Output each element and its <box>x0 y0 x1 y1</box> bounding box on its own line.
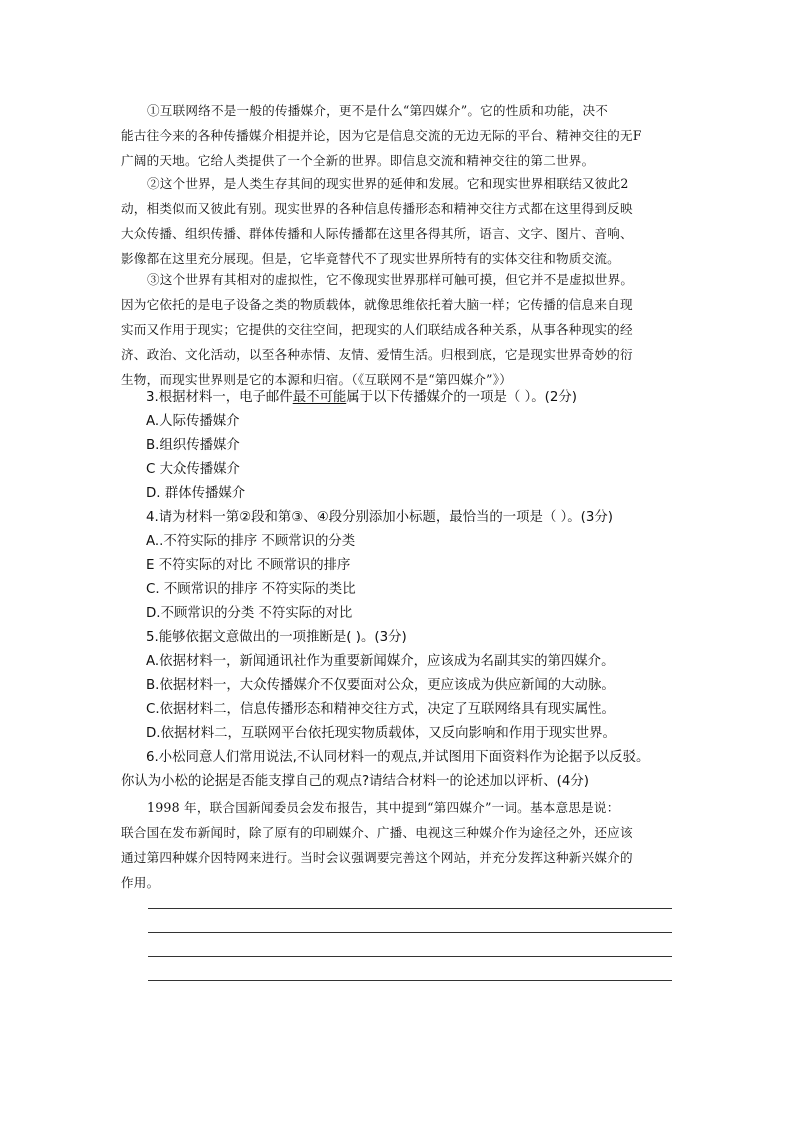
text-line: 济、政治、文化活动，以至各种赤情、友情、爱情生活。归根到底，它是现实世界奇妙的衍 <box>121 347 633 362</box>
question-5-option-a: A.依据材料一，新闻通讯社作为重要新闻媒介，应该成为名副其实的第四媒介。 <box>146 654 615 669</box>
question-3-option-b: B.组织传播媒介 <box>146 438 240 453</box>
material-paragraph-1 <box>121 98 681 173</box>
question-4-stem: 4.请为材料一第②段和第③、④段分别添加小标题，最恰当的一项是（ ）。(3分) <box>146 510 614 525</box>
text-line: ②这个世界，是人类生存其间的现实世界的延伸和发展。它和现实世界相联结又彼此2 <box>147 176 629 191</box>
question-6-stem-line-2: 你认为小松的论据是否能支撑自己的观点?请结合材料一的论述加以评析、(4分) <box>121 774 589 789</box>
question-5-option-c: C.依据材料二，信息传播形态和精神交往方式，决定了互联网络具有现实属性。 <box>146 702 615 717</box>
question-3-emphasis: 最不可能 <box>292 390 347 405</box>
text-line: 能古往今来的各种传播媒介相提并论，因为它是信息交流的无边无际的平台、精神交往的无F <box>121 128 642 143</box>
text-line: 动，相类似而又彼此有别。现实世界的各种信息传播形态和精神交往方式都在这里得到反映 <box>121 201 633 216</box>
answer-line[interactable] <box>148 932 672 933</box>
answer-line[interactable] <box>148 956 672 957</box>
material-paragraph-3 <box>121 267 681 392</box>
text-line: 联合国在发布新闻时，除了原有的印刷媒介、广播、电视这三种媒介作为途径之外，还应该 <box>121 825 633 840</box>
question-3-option-c: C 大众传播媒介 <box>146 462 240 477</box>
question-6-stem-line-1: 6.小松同意人们常用说法,不认同材料一的观点,并试图用下面资料作为论据予以反驳。 <box>146 750 650 765</box>
question-5-option-b: B.依据材料一，大众传播媒介不仅要面对公众，更应该成为供应新闻的大动脉。 <box>146 678 615 693</box>
text-line: 生物，而现实世界则是它的本源和归宿。（《互联网不是“第四媒介”》） <box>121 372 512 387</box>
text-line: 通过第四种媒介因特网来进行。当时会议强调要完善这个网站，并充分发挥这种新兴媒介的 <box>121 850 633 865</box>
text-line: 影像都在这里充分展现。但是，它毕竟替代不了现实世界所特有的实体交往和物质交流。 <box>121 251 620 266</box>
material-paragraph-2 <box>121 171 681 271</box>
text-line: ③这个世界有其相对的虚拟性，它不像现实世界那样可触可摸，但它并不是虚拟世界。 <box>147 272 634 287</box>
text-line: 1998 年，联合国新闻委员会发布报告，其中提到“第四媒介”一词。基本意思是说： <box>147 800 620 815</box>
text-line: ①互联网络不是一般的传播媒介，更不是什么“第四媒介”。它的性质和功能，决不 <box>147 103 609 118</box>
question-3-option-d: D. 群体传播媒介 <box>146 486 246 501</box>
text-line: 大众传播、组织传播、群体传播和人际传播都在这里各得其所，语言、文字、图片、音响、 <box>121 226 633 241</box>
question-3-option-a: A.人际传播媒介 <box>146 414 240 429</box>
answer-line[interactable] <box>148 980 672 981</box>
text-line: 实而又作用于现实；它提供的交往空间，把现实的人们联结成各种关系，从事各种现实的经 <box>121 322 633 337</box>
text-line: 因为它依托的是电子设备之类的物质载体，就像思维依托着大脑一样；它传播的信息来自现 <box>121 297 633 312</box>
answer-line[interactable] <box>148 908 672 909</box>
question-3-stem <box>146 386 577 410</box>
question-4-option-d: D.不顾常识的分类 不符实际的对比 <box>146 606 353 621</box>
question-6-material <box>121 795 681 895</box>
question-3-suffix: 属于以下传播媒介的一项是（ ）。(2分) <box>346 390 578 405</box>
question-5-stem: 5.能够依据文意做出的一项推断是( )。(3分) <box>146 630 407 645</box>
question-4-option-c: C. 不顾常识的排序 不符实际的类比 <box>146 582 356 597</box>
question-4-option-a: A..不符实际的排序 不顾常识的分类 <box>146 534 356 549</box>
text-line: 作用。 <box>121 875 160 890</box>
question-5-option-d: D.依据材料二，互联网平台依托现实物质载体，又反向影响和作用于现实世界。 <box>146 726 616 741</box>
text-line: 广阔的天地。它给人类提供了一个全新的世界。即信息交流和精神交往的第二世界。 <box>121 153 595 168</box>
question-4-option-b: E 不符实际的对比 不顾常识的排序 <box>146 558 351 573</box>
question-3-prefix: 3.根据材料一，电子邮件 <box>146 390 293 405</box>
